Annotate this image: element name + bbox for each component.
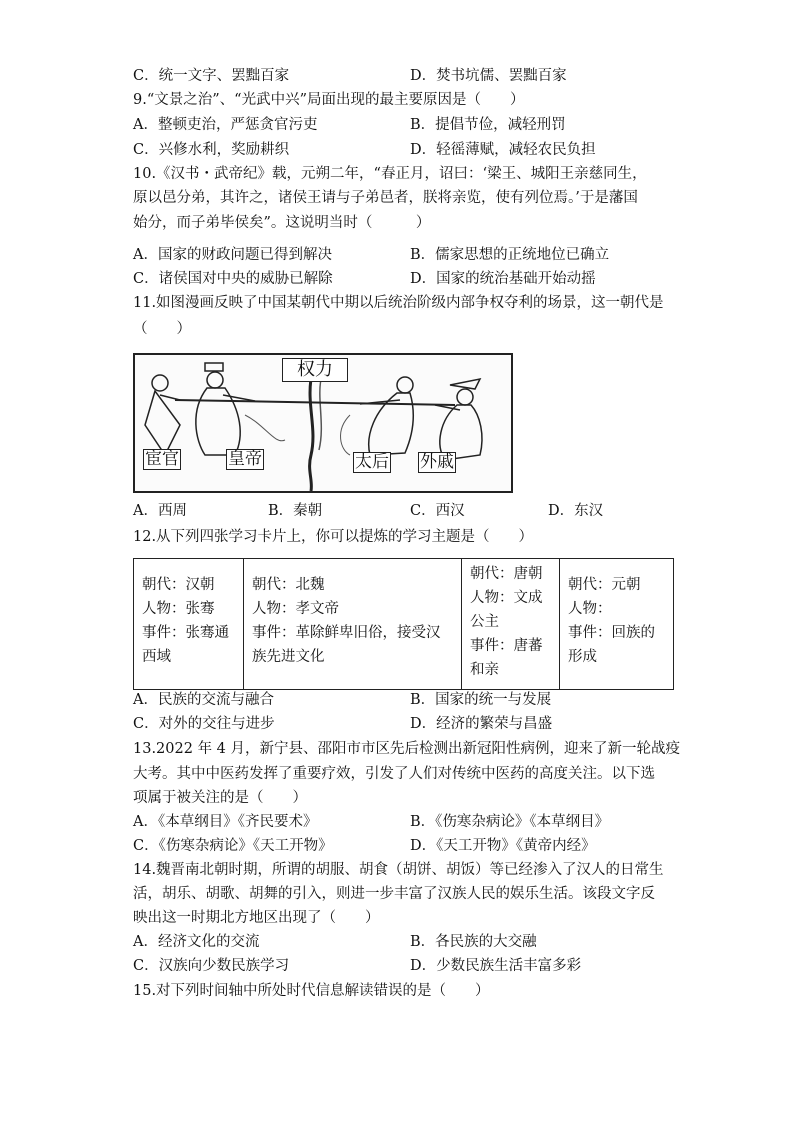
card-yuan: [560, 559, 674, 690]
card-northern-wei: [244, 559, 462, 690]
q12-option-c: C．对外的交往与进步: [133, 716, 275, 732]
card-person: 人物：孝文帝: [252, 601, 339, 617]
q11-option-b: B．秦朝: [268, 503, 323, 519]
q11-option-c: C．西汉: [410, 503, 465, 519]
q14-option-a: A．经济文化的交流: [133, 934, 260, 950]
q11-option-d: D．东汉: [548, 503, 604, 519]
q8-option-c: C．统一文字、罢黜百家: [133, 68, 290, 84]
q14-option-b: B．各民族的大交融: [410, 934, 537, 950]
q13-option-b: B．《伤寒杂病论》《本草纲目》: [410, 814, 610, 830]
card-dynasty: 朝代：唐朝: [470, 566, 543, 582]
q9-stem: 9.“文景之治”、“光武中兴”局面出现的最主要原因是（ ）: [133, 92, 525, 108]
q10-stem-line1: 10.《汉书・武帝纪》载，元朔二年，“春正月，诏曰：‘梁王、城阳王亲慈同生，: [133, 166, 647, 182]
card-han: [134, 559, 244, 690]
card-event: 事件：唐蕃和亲: [470, 638, 543, 678]
card-person: 人物：文成公主: [470, 590, 543, 630]
cartoon-label-emperor: 皇帝: [228, 449, 262, 469]
card-event: 事件：回族的形成: [568, 625, 655, 665]
q10-option-d: D．国家的统治基础开始动摇: [410, 271, 596, 287]
power-struggle-cartoon: [133, 353, 513, 493]
cartoon-power-label: 权力: [282, 358, 348, 382]
card-person: 人物：: [568, 601, 612, 617]
card-dynasty: 朝代：北魏: [252, 577, 325, 593]
q12-stem: 12.从下列四张学习卡片上，你可以提炼的学习主题是（ ）: [133, 529, 534, 545]
q14-stem-line1: 14.魏晋南北朝时期，所谓的胡服、胡食（胡饼、胡饭）等已经渗入了汉人的日常生: [133, 862, 664, 878]
card-dynasty: 朝代：元朝: [568, 577, 641, 593]
q13-stem-line1: 13.2022 年 4 月，新宁县、邵阳市市区先后检测出新冠阳性病例，迎来了新一轮战疫: [133, 741, 681, 757]
q13-stem-line2: 大考。其中中医药发挥了重要疗效，引发了人们对传统中医药的高度关注。以下选: [133, 766, 655, 782]
cartoon-label-eunuch: 宦官: [145, 449, 179, 469]
q10-option-a: A．国家的财政问题已得到解决: [133, 247, 332, 263]
q9-option-c: C．兴修水利，奖励耕织: [133, 142, 290, 158]
card-event: 事件：张骞通西域: [142, 625, 229, 665]
card-event: 事件：革除鲜卑旧俗，接受汉族先进文化: [252, 625, 441, 665]
q11-stem-line1: 11.如图漫画反映了中国某朝代中期以后统治阶级内部争权夺利的场景，这一朝代是: [133, 295, 664, 311]
card-person: 人物：张骞: [142, 601, 215, 617]
q9-option-a: A．整顿吏治，严惩贪官污吏: [133, 117, 318, 133]
q14-option-d: D．少数民族生活丰富多彩: [410, 958, 582, 974]
q13-option-c: C．《伤寒杂病论》《天工开物》: [133, 838, 333, 854]
card-dynasty: 朝代：汉朝: [142, 577, 215, 593]
q14-stem-line3: 映出这一时期北方地区出现了（ ）: [133, 910, 380, 926]
q14-option-c: C．汉族向少数民族学习: [133, 958, 290, 974]
q11-stem-line2: （ ）: [133, 321, 191, 337]
q9-option-b: B．提倡节俭，减轻刑罚: [410, 117, 566, 133]
q11-option-a: A．西周: [133, 503, 187, 519]
cartoon-label-consort: 外戚: [420, 452, 454, 472]
q14-stem-line2: 活，胡乐、胡歌、胡舞的引入，则进一步丰富了汉族人民的娱乐生活。该段文字反: [133, 886, 655, 902]
q12-option-d: D．经济的繁荣与昌盛: [410, 716, 553, 732]
card-tang: [462, 559, 560, 690]
q10-stem-line3: 始分，而子弟毕侯矣”。这说明当时（ ）: [133, 215, 431, 231]
q12-option-a: A．民族的交流与融合: [133, 692, 274, 708]
q8-option-d: D．焚书坑儒、罢黜百家: [410, 68, 567, 84]
q12-option-b: B．国家的统一与发展: [410, 692, 552, 708]
q10-option-b: B．儒家思想的正统地位已确立: [410, 247, 610, 263]
q9-option-d: D．轻徭薄赋，减轻农民负担: [410, 142, 596, 158]
q13-stem-line3: 项属于被关注的是（ ）: [133, 790, 307, 806]
q13-option-d: D．《天工开物》《黄帝内经》: [410, 838, 596, 854]
cartoon-label-dowager: 太后: [355, 452, 389, 472]
q10-option-c: C．诸侯国对中央的威胁已解除: [133, 271, 333, 287]
q13-option-a: A．《本草纲目》《齐民要术》: [133, 814, 318, 830]
q10-stem-line2: 原以邑分弟，其许之，诸侯王请与子弟邑者，朕将亲览，使有列位焉。’于是藩国: [133, 190, 638, 206]
learning-cards-table: [133, 558, 674, 690]
q15-stem: 15.对下列时间轴中所处时代信息解读错误的是（ ）: [133, 983, 490, 999]
